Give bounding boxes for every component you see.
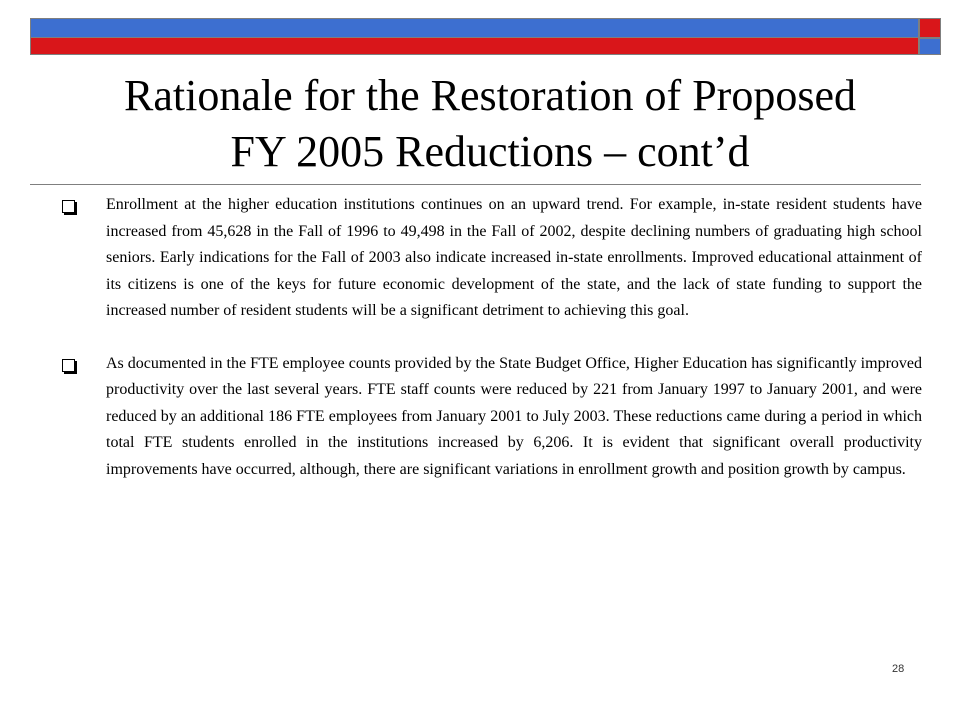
checkbox-icon (62, 200, 75, 213)
header-band-blue (30, 18, 919, 38)
header-band-red (30, 38, 919, 55)
checkbox-icon (62, 359, 75, 372)
corner-square-red (919, 18, 941, 38)
title-divider (30, 184, 921, 185)
page-number: 28 (892, 663, 905, 675)
slide-title-line-1: Rationale for the Restoration of Proposed (124, 71, 856, 120)
bullet-item-fte (62, 351, 922, 484)
slide-title (60, 68, 920, 180)
slide-title-line-2: FY 2005 Reductions – cont’d (230, 127, 750, 176)
bullet-list (62, 192, 922, 509)
bullet-text: As documented in the FTE employee counts provided by the State Budget Office, Higher Education has significantly improved productivity over the last several years. FTE staff counts were reduced by 221 from January 1997 to January 2001, and were reduced by an additional 186 FTE employees from January 2001 to July 2003. These reductions came during a period in which total FTE students enrolled in the institutions increased by 6,206. It is evident that significant overall productivity improvements have occurred, although, there are significant variations in enrollment growth and position growth by campus. (106, 354, 922, 478)
corner-square-blue (919, 38, 941, 55)
bullet-text: Enrollment at the higher education institutions continues on an upward trend. For example, in-state resident students have increased from 45,628 in the Fall of 1996 to 49,498 in the Fall of 2002, despite declining numbers of graduating high school seniors. Early indications for the Fall of 2003 also indicate increased in-state enrollments. Improved educational attainment of its citizens is one of the keys for future economic development of the state, and the lack of state funding to support the increased number of resident students will be a significant detriment to achieving this goal. (106, 196, 922, 319)
bullet-item-enrollment (62, 192, 922, 325)
